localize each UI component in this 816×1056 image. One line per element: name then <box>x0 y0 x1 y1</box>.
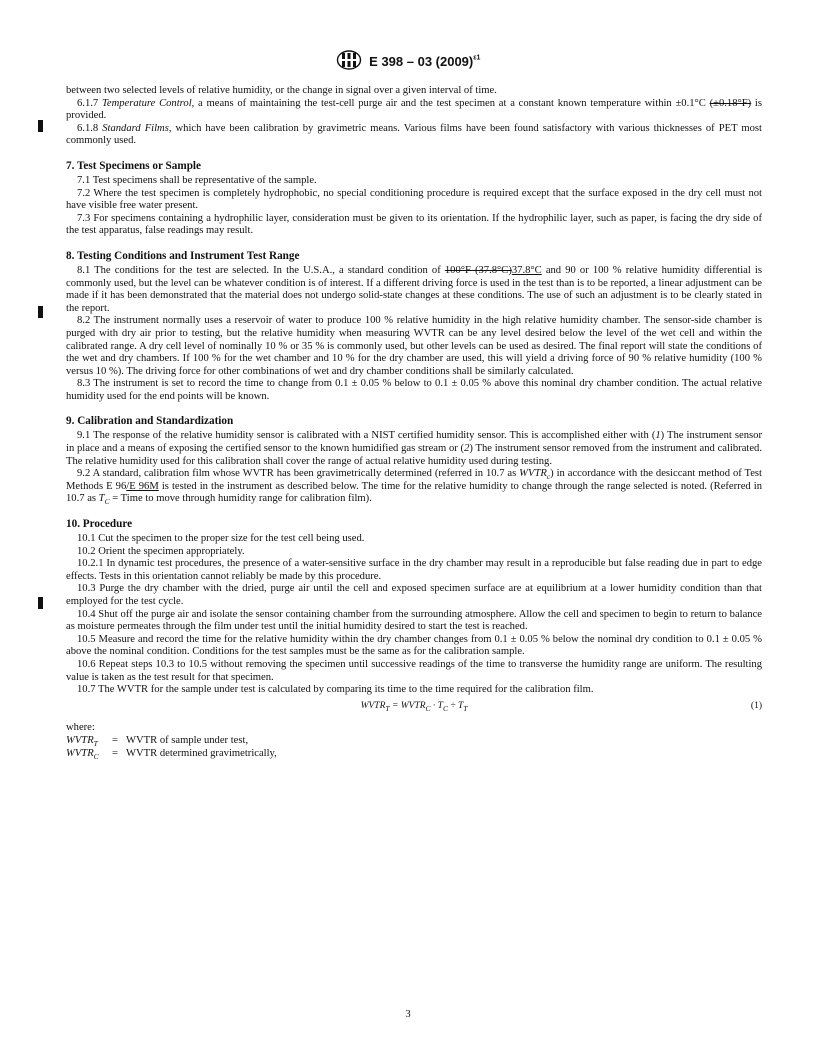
revision-bar <box>38 120 43 132</box>
paragraph-10-2-1: 10.2.1 In dynamic test procedures, the presence of a water-sensitive surface in the dry chamber may result in a reproducible but false reading due in part to edge effects. Tests in this orientation cannot reliably be made by this procedure. <box>66 558 762 582</box>
equation-number: (1) <box>750 700 762 711</box>
paragraph-6-1-7: 6.1.7 Temperature Control, a means of maintaining the test-cell purge air and the test specimen at a constant known temperature within ±0.1°C (±0.18°F) is provided. <box>66 97 762 122</box>
revision-bar <box>38 597 43 609</box>
document-header <box>0 50 816 74</box>
section-heading-9: 9. Calibration and Standardization <box>66 415 234 428</box>
paragraph-9-2: 9.2 A standard, calibration film whose WVTR has been gravimetrically determined (referred in 10.7 as $WVTR_c$) in accordance with the desiccant method of Test Methods E 96/E 96M is tested in the instrument as described below. The time for the relative humidity to change through the range selected is noted. (Referred in 10.7 as $T_C$ = Time to move through humidity range for calibration film). <box>66 468 762 507</box>
where-item: $WVTR_T$ = WVTR of sample under test, <box>66 734 249 749</box>
underlined-text: 37.8°C <box>511 264 542 276</box>
where-block <box>66 722 762 760</box>
paragraph-title: Temperature Control <box>101 97 192 109</box>
designation-text: E 398 – 03 (2009) <box>369 54 474 69</box>
where-label: where: <box>66 722 95 734</box>
paragraph: between two selected levels of relative humidity, or the change in signal over a given interval of time. <box>66 85 497 96</box>
paragraph-7-3: 7.3 For specimens containing a hydrophilic layer, consideration must be given to its orientation. If the hydrophilic layer, such as paper, is facing the dry side of the test apparatus, false readings may result. <box>66 212 762 237</box>
paragraph-6-1-8: 6.1.8 Standard Films, which have been calibration by gravimetric means. Various films have been found satisfactory with various thicknesses of PET most commonly used. <box>66 122 762 147</box>
paragraph-8-1: 8.1 The conditions for the test are selected. In the U.S.A., a standard condition of 100°F (37.8°C)37.8°C and 90 or 100 % relative humidity differential is commonly used, but the level can be whatever condition is of interest. If a different driving force is used in the test than is to be reported, a linear adjustment can be made if it has been demonstrated that the material does not undergo solid-state changes at these conditions. The use of such an adjustment is to be clearly stated in the report. <box>66 264 762 314</box>
body-text <box>66 85 762 760</box>
paragraph-8-3: 8.3 The instrument is set to record the time to change from 0.1 ± 0.05 % below to 0.1 ± 0.05 % above this nominal dry chamber condition. The actual relative humidity used for the end points will be known. <box>66 378 762 402</box>
paragraph-9-1: 9.1 The response of the relative humidity sensor is calibrated with a NIST certified humidity sensor. This is accomplished either with (1) The instrument sensor in place and a means of exposing the certified sensor to the known humidified gas stream or (2) The instrument sensor removed from the instrument and calibrated. The relative humidity used for this calibration shall cover the range of actual relative humidity used during testing. <box>66 430 762 467</box>
paragraph-7-1: 7.1 Test specimens shall be representative of the sample. <box>77 174 317 186</box>
paragraph-8-2: 8.2 The instrument normally uses a reservoir of water to produce 100 % relative humidity in the high relative humidity chamber. The sensor-side chamber is purged with dry air prior to testing, but the relative humidity when measuring WVTR can be any level desired below the level of the wet cell and within the calibrated range. A dry cell level of nominally 10 % or 35 % is commonly used, but other levels can be used as desired. The final report will state the conditions of the wet and dry chambers. If 100 % for the wet chamber and 10 % for the dry chamber are used, this will yield a driving force of 90 % relative humidity (100 % versus 10 %). The driving force for other combinations of wet and dry chamber conditions shall be similarly calculated. <box>66 315 762 377</box>
paragraph-10-5: 10.5 Measure and record the time for the relative humidity within the dry chamber changes from 0.1 ± 0.05 % below the nominal dry condition to 0.1 ± 0.05 % above the nominal condition. Conditions for the test samples must be the same as for the calibration sample. <box>66 633 762 658</box>
paragraph-10-6: 10.6 Repeat steps 10.3 to 10.5 without removing the specimen until successive readings of the time to transverse the humidity range are uniform. The resulting value is taken as the test result for that specimen. <box>66 658 762 683</box>
paragraph-7-2: 7.2 Where the test specimen is completely hydrophobic, no special conditioning procedure is required except that the surface exposed in the dry cell must not have visible free water present. <box>66 187 762 212</box>
section-heading-7: 7. Test Specimens or Sample <box>66 159 201 172</box>
paragraph-10-4: 10.4 Shut off the purge air and isolate the sensor containing chamber from the surrounding atmosphere. Allow the cell and specimen to begin to return to balance as moisture permeates through the film under test until the initial humidity desired to start the test is reached. <box>66 608 762 633</box>
underlined-text: /E 96M <box>126 480 159 492</box>
struck-text: 100°F (37.8°C) <box>444 264 512 276</box>
paragraph-10-2: 10.2 Orient the specimen appropriately. <box>77 545 245 557</box>
page-number: 3 <box>405 1009 411 1020</box>
revision-bar <box>38 306 43 318</box>
paragraph-10-1: 10.1 Cut the specimen to the proper size for the test cell being used. <box>77 533 365 545</box>
where-item: $WVTR_C$ = WVTR determined gravimetrically, <box>66 747 277 761</box>
equation-1: $WVTR_T$ = $WVTR_C \cdot T_C \div T_T$ (1) <box>360 700 762 713</box>
section-heading-10: 10. Procedure <box>66 518 133 531</box>
paragraph-10-3: 10.3 Purge the dry chamber with the dried, purge air until the cell and exposed specimen surface are at equilibrium at a lower humidity condition than that employed for the test cycle. <box>66 583 762 607</box>
astm-logo <box>336 50 362 74</box>
struck-text: (±0.18°F) <box>709 97 752 109</box>
paragraph-10-7: 10.7 The WVTR for the sample under test is calculated by comparing its time to the time required for the calibration film. <box>77 684 594 696</box>
paragraph-title: Standard Films <box>102 122 169 134</box>
epsilon-superscript: ε1 <box>473 54 481 62</box>
section-heading-8: 8. Testing Conditions and Instrument Test Range <box>66 249 300 262</box>
